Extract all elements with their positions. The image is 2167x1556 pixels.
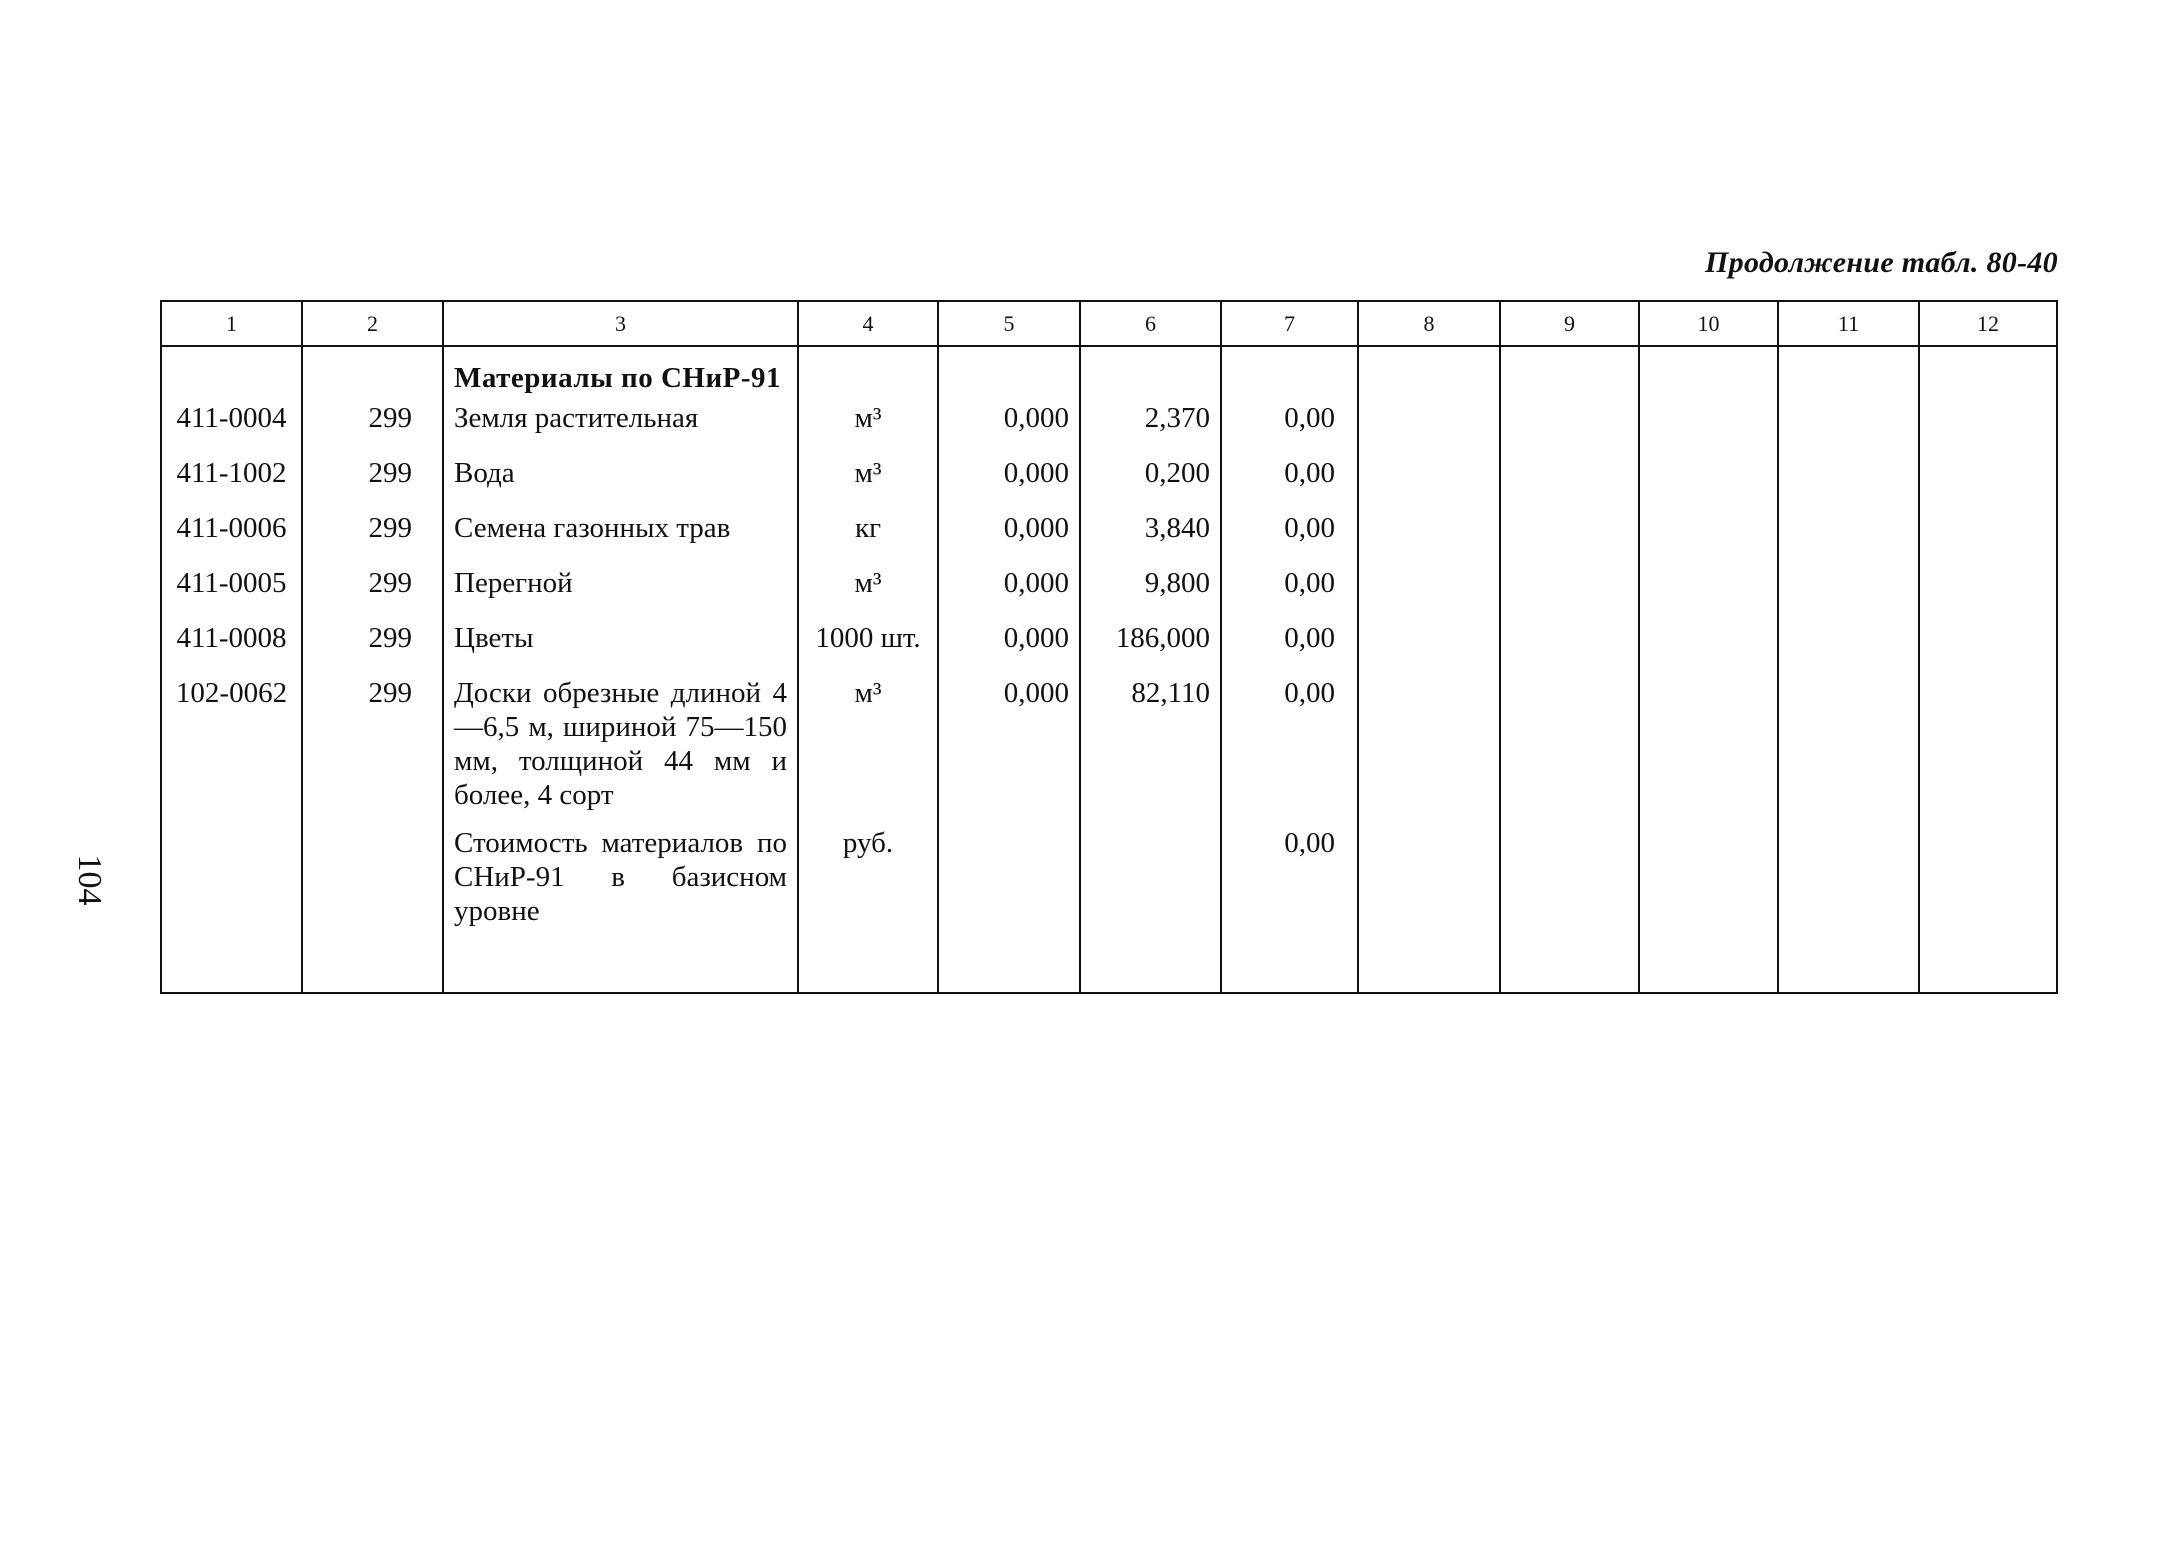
table-row: [161, 505, 2057, 560]
section-row: [161, 346, 2057, 395]
resource-code: 411-0004: [161, 395, 302, 450]
resource-code: 411-0006: [161, 505, 302, 560]
col5-value: 0,000: [938, 505, 1080, 560]
column-header: 8: [1358, 301, 1500, 346]
col5-value: 0,000: [938, 615, 1080, 670]
unit: кг: [798, 505, 938, 560]
resource-code: 411-0005: [161, 560, 302, 615]
row-number: 299: [302, 505, 443, 560]
total-unit: руб.: [798, 816, 938, 993]
unit: м³: [798, 395, 938, 450]
total-row: [161, 816, 2057, 993]
material-name: Перегной: [443, 560, 798, 615]
table-row: [161, 670, 2057, 816]
resource-code: 411-0008: [161, 615, 302, 670]
column-header: 12: [1919, 301, 2057, 346]
row-number: 299: [302, 450, 443, 505]
column-header: 9: [1500, 301, 1639, 346]
col6-value: 9,800: [1080, 560, 1221, 615]
col5-value: 0,000: [938, 670, 1080, 816]
row-number: 299: [302, 395, 443, 450]
table-row: [161, 560, 2057, 615]
table-row: [161, 450, 2057, 505]
col7-value: 0,00: [1221, 670, 1358, 816]
unit: 1000 шт.: [798, 615, 938, 670]
unit: м³: [798, 670, 938, 816]
col7-value: 0,00: [1221, 395, 1358, 450]
total-value: 0,00: [1221, 816, 1358, 993]
col5-value: 0,000: [938, 395, 1080, 450]
material-name: Земля растительная: [443, 395, 798, 450]
column-header: 10: [1639, 301, 1778, 346]
col7-value: 0,00: [1221, 615, 1358, 670]
column-header: 5: [938, 301, 1080, 346]
table-row: [161, 615, 2057, 670]
total-label: Стоимость материалов по СНиР-91 в базисном уровне: [443, 816, 798, 993]
material-name: Доски обрезные длиной 4—6,5 м, шириной 75—150 мм, толщиной 44 мм и более, 4 сорт: [443, 670, 798, 816]
column-header: 11: [1778, 301, 1919, 346]
page-number: 104: [71, 854, 108, 906]
col5-value: 0,000: [938, 560, 1080, 615]
col6-value: 3,840: [1080, 505, 1221, 560]
row-number: 299: [302, 560, 443, 615]
row-number: 299: [302, 615, 443, 670]
section-title: Материалы по СНиР-91: [443, 346, 798, 395]
column-header: 4: [798, 301, 938, 346]
col7-value: 0,00: [1221, 450, 1358, 505]
row-number: 299: [302, 670, 443, 816]
column-header: 7: [1221, 301, 1358, 346]
table-continuation-caption: Продолжение табл. 80-40: [1705, 246, 2058, 279]
col6-value: 2,370: [1080, 395, 1221, 450]
resource-code: 102-0062: [161, 670, 302, 816]
col6-value: 186,000: [1080, 615, 1221, 670]
column-header: 2: [302, 301, 443, 346]
col6-value: 82,110: [1080, 670, 1221, 816]
material-name: Цветы: [443, 615, 798, 670]
column-header: 3: [443, 301, 798, 346]
table-row: [161, 395, 2057, 450]
col7-value: 0,00: [1221, 505, 1358, 560]
materials-table: [160, 300, 2058, 994]
col7-value: 0,00: [1221, 560, 1358, 615]
col6-value: 0,200: [1080, 450, 1221, 505]
resource-code: 411-1002: [161, 450, 302, 505]
material-name: Семена газонных трав: [443, 505, 798, 560]
unit: м³: [798, 450, 938, 505]
column-header: 6: [1080, 301, 1221, 346]
column-header: 1: [161, 301, 302, 346]
unit: м³: [798, 560, 938, 615]
header-row: [161, 301, 2057, 346]
material-name: Вода: [443, 450, 798, 505]
col5-value: 0,000: [938, 450, 1080, 505]
